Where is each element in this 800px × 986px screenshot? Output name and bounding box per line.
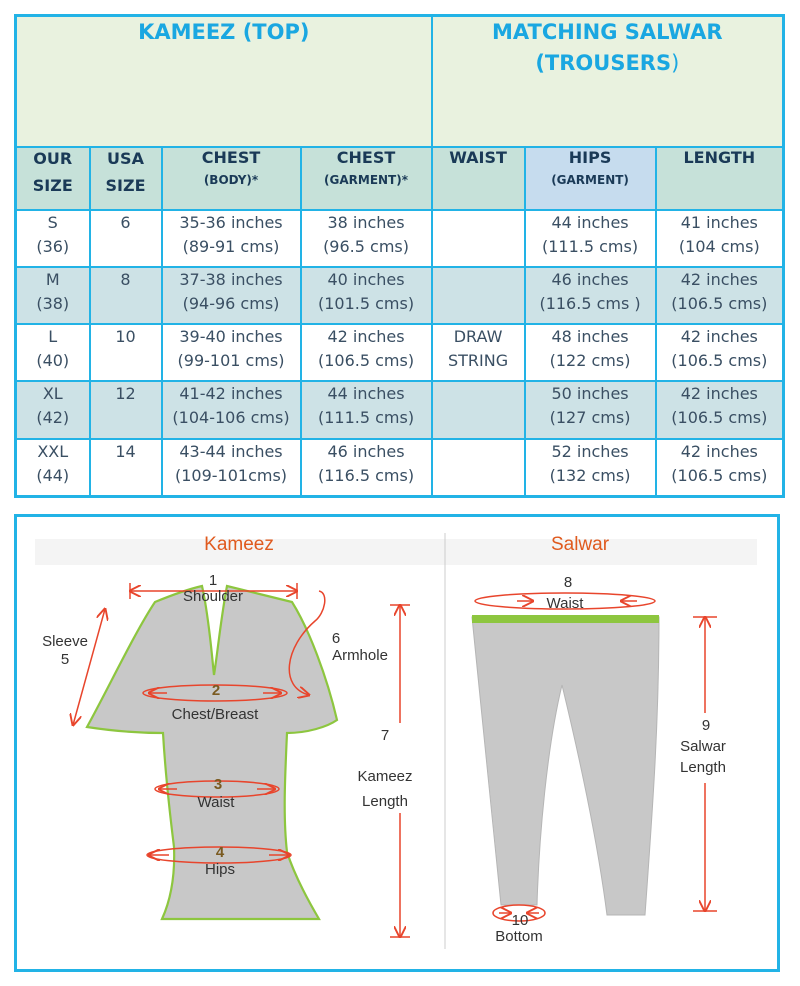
cell-waist bbox=[432, 324, 525, 381]
shoulder-number: 1 bbox=[208, 572, 218, 589]
cell-waist bbox=[432, 267, 525, 324]
cell-our-size bbox=[16, 210, 90, 267]
kameez-length-label-line2: Length bbox=[362, 793, 408, 810]
cell-usa-size bbox=[90, 210, 162, 267]
cell-hips bbox=[525, 267, 656, 324]
cell-usa-size bbox=[90, 439, 162, 497]
hips-cms: (116.5 cms ) bbox=[539, 294, 641, 314]
salwar-waist-number: 8 bbox=[563, 574, 573, 591]
chest-body-cms: (109-101cms) bbox=[174, 465, 288, 485]
cell-chest-body bbox=[162, 381, 301, 438]
header-usa-size-line1: USA bbox=[107, 148, 144, 168]
chest-garment-inches: 44 inches bbox=[327, 384, 405, 404]
cell-hips bbox=[525, 324, 656, 381]
kameez-length-label-line1: Kameez bbox=[357, 768, 413, 785]
length-inches: 42 inches bbox=[680, 270, 758, 290]
hips-inches: 44 inches bbox=[551, 212, 629, 232]
chest-body-inches: 37-38 inches bbox=[179, 270, 283, 290]
chest-body-inches: 43-44 inches bbox=[179, 441, 283, 461]
header-usa-size-line2: SIZE bbox=[105, 175, 146, 195]
header-our-size-line1: OUR bbox=[33, 148, 73, 168]
size-number: (44) bbox=[36, 465, 70, 485]
table-row bbox=[16, 381, 784, 438]
salwar-waistband bbox=[472, 615, 659, 623]
salwar-title-paren: ) bbox=[671, 51, 680, 75]
chest-body-cms: (104-106 cms) bbox=[172, 408, 290, 428]
salwar-waist-label: Waist bbox=[546, 595, 584, 612]
cell-chest-garment bbox=[301, 210, 432, 267]
cell-waist bbox=[432, 210, 525, 267]
table-row bbox=[16, 324, 784, 381]
sleeve-number: 5 bbox=[60, 651, 70, 668]
hips-inches: 46 inches bbox=[551, 270, 629, 290]
length-inches: 42 inches bbox=[680, 384, 758, 404]
armhole-label: Armhole bbox=[332, 647, 388, 664]
chest-label: Chest/Breast bbox=[171, 706, 259, 723]
size-label: XL bbox=[42, 384, 63, 404]
header-chest-body-sub: (BODY)* bbox=[203, 172, 259, 187]
cell-waist bbox=[432, 381, 525, 438]
salwar-length-label-line2: Length bbox=[680, 759, 726, 776]
length-cms: (106.5 cms) bbox=[671, 465, 768, 485]
measurement-diagram bbox=[14, 514, 780, 972]
header-waist bbox=[432, 147, 525, 210]
cell-hips bbox=[525, 439, 656, 497]
cell-our-size bbox=[16, 439, 90, 497]
waist-label: Waist bbox=[197, 794, 235, 811]
chest-body-inches: 39-40 inches bbox=[179, 327, 283, 347]
cell-length bbox=[656, 267, 784, 324]
hips-cms: (127 cms) bbox=[549, 408, 631, 428]
hips-inches: 50 inches bbox=[551, 384, 629, 404]
cell-chest-garment bbox=[301, 439, 432, 497]
chest-body-cms: (94-96 cms) bbox=[182, 294, 280, 314]
chest-garment-inches: 40 inches bbox=[327, 270, 405, 290]
chest-garment-cms: (101.5 cms) bbox=[317, 294, 415, 314]
header-our-size-line2: SIZE bbox=[32, 175, 73, 195]
size-number: (40) bbox=[36, 351, 70, 371]
hips-cms: (122 cms) bbox=[549, 351, 631, 371]
cell-our-size bbox=[16, 381, 90, 438]
header-our-size bbox=[16, 147, 90, 210]
cell-chest-garment bbox=[301, 381, 432, 438]
table-row bbox=[16, 210, 784, 267]
chest-body-cms: (89-91 cms) bbox=[182, 236, 280, 256]
chest-body-inches: 41-42 inches bbox=[179, 384, 283, 404]
header-hips-label: HIPS bbox=[568, 147, 612, 167]
length-inches: 41 inches bbox=[680, 212, 758, 232]
cell-length bbox=[656, 210, 784, 267]
usa-size-value: 6 bbox=[120, 212, 131, 232]
header-waist-label: WAIST bbox=[449, 147, 507, 167]
cell-chest-garment bbox=[301, 324, 432, 381]
cell-chest-garment bbox=[301, 267, 432, 324]
cell-hips bbox=[525, 210, 656, 267]
header-chest-body bbox=[162, 147, 301, 210]
chest-body-cms: (99-101 cms) bbox=[177, 351, 285, 371]
size-label: L bbox=[48, 327, 58, 347]
table-row bbox=[16, 267, 784, 324]
diagram-header-strip bbox=[35, 539, 757, 565]
hips-number: 4 bbox=[215, 844, 225, 861]
hips-cms: (111.5 cms) bbox=[542, 236, 639, 256]
chest-garment-cms: (96.5 cms) bbox=[323, 236, 409, 256]
header-chest-garment-label: CHEST bbox=[336, 147, 396, 167]
cell-hips bbox=[525, 381, 656, 438]
usa-size-value: 10 bbox=[115, 327, 136, 347]
cell-length bbox=[656, 381, 784, 438]
usa-size-value: 8 bbox=[120, 270, 131, 290]
cell-length bbox=[656, 324, 784, 381]
kameez-length-number: 7 bbox=[380, 727, 390, 744]
waist-line1: DRAW bbox=[453, 327, 503, 347]
cell-length bbox=[656, 439, 784, 497]
kameez-header-cell bbox=[16, 16, 432, 147]
chest-garment-cms: (116.5 cms) bbox=[317, 465, 415, 485]
salwar-length-label-line1: Salwar bbox=[680, 738, 726, 755]
cell-chest-body bbox=[162, 324, 301, 381]
usa-size-value: 12 bbox=[115, 384, 136, 404]
size-number: (38) bbox=[36, 294, 70, 314]
cell-usa-size bbox=[90, 267, 162, 324]
chest-garment-cms: (111.5 cms) bbox=[317, 408, 415, 428]
kameez-diagram-title: Kameez bbox=[204, 534, 274, 555]
kameez-title: KAMEEZ (TOP) bbox=[138, 20, 310, 44]
header-length bbox=[656, 147, 784, 210]
salwar-header-cell bbox=[432, 16, 784, 147]
length-cms: (106.5 cms) bbox=[671, 408, 768, 428]
length-cms: (106.5 cms) bbox=[671, 294, 768, 314]
shoulder-label: Shoulder bbox=[182, 588, 244, 605]
length-cms: (106.5 cms) bbox=[671, 351, 768, 371]
salwar-length-number: 9 bbox=[701, 717, 711, 734]
usa-size-value: 14 bbox=[115, 441, 136, 461]
cell-usa-size bbox=[90, 324, 162, 381]
hips-cms: (132 cms) bbox=[549, 465, 631, 485]
salwar-title-text: (TROUSERS bbox=[535, 51, 672, 75]
cell-usa-size bbox=[90, 381, 162, 438]
salwar-garment-shape bbox=[472, 617, 659, 915]
header-hips bbox=[525, 147, 656, 210]
header-hips-sub: (GARMENT) bbox=[551, 172, 629, 187]
chest-garment-inches: 42 inches bbox=[327, 327, 405, 347]
waist-line2: STRING bbox=[447, 351, 509, 371]
salwar-diagram-title: Salwar bbox=[550, 534, 610, 555]
cell-chest-body bbox=[162, 210, 301, 267]
size-label: XXL bbox=[37, 441, 69, 461]
cell-chest-body bbox=[162, 439, 301, 497]
cell-our-size bbox=[16, 324, 90, 381]
header-chest-garment bbox=[301, 147, 432, 210]
cell-waist bbox=[432, 439, 525, 497]
header-usa-size bbox=[90, 147, 162, 210]
size-number: (36) bbox=[36, 236, 70, 256]
table-row bbox=[16, 439, 784, 497]
size-label: S bbox=[47, 212, 58, 232]
sleeve-label: Sleeve bbox=[42, 633, 88, 650]
chest-garment-inches: 38 inches bbox=[327, 212, 405, 232]
bottom-label: Bottom bbox=[495, 928, 543, 945]
chest-garment-inches: 46 inches bbox=[327, 441, 405, 461]
chest-body-inches: 35-36 inches bbox=[179, 212, 283, 232]
size-number: (42) bbox=[36, 408, 70, 428]
cell-chest-body bbox=[162, 267, 301, 324]
armhole-number: 6 bbox=[331, 630, 341, 647]
header-chest-body-label: CHEST bbox=[201, 147, 261, 167]
header-length-label: LENGTH bbox=[683, 147, 756, 167]
hips-inches: 52 inches bbox=[551, 441, 629, 461]
header-chest-garment-sub: (GARMENT)* bbox=[324, 172, 409, 187]
size-chart-table bbox=[14, 14, 785, 498]
length-inches: 42 inches bbox=[680, 327, 758, 347]
hips-inches: 48 inches bbox=[551, 327, 629, 347]
length-cms: (104 cms) bbox=[678, 236, 760, 256]
measurement-diagram-svg bbox=[17, 517, 777, 969]
salwar-title-line2 bbox=[433, 48, 783, 79]
length-inches: 42 inches bbox=[680, 441, 758, 461]
bottom-number: 10 bbox=[511, 912, 529, 929]
chest-garment-cms: (106.5 cms) bbox=[317, 351, 415, 371]
waist-number: 3 bbox=[213, 776, 223, 793]
salwar-title-line1: MATCHING SALWAR bbox=[492, 20, 723, 44]
hips-label: Hips bbox=[204, 861, 236, 878]
cell-our-size bbox=[16, 267, 90, 324]
chest-number: 2 bbox=[211, 682, 221, 699]
size-label: M bbox=[45, 270, 60, 290]
